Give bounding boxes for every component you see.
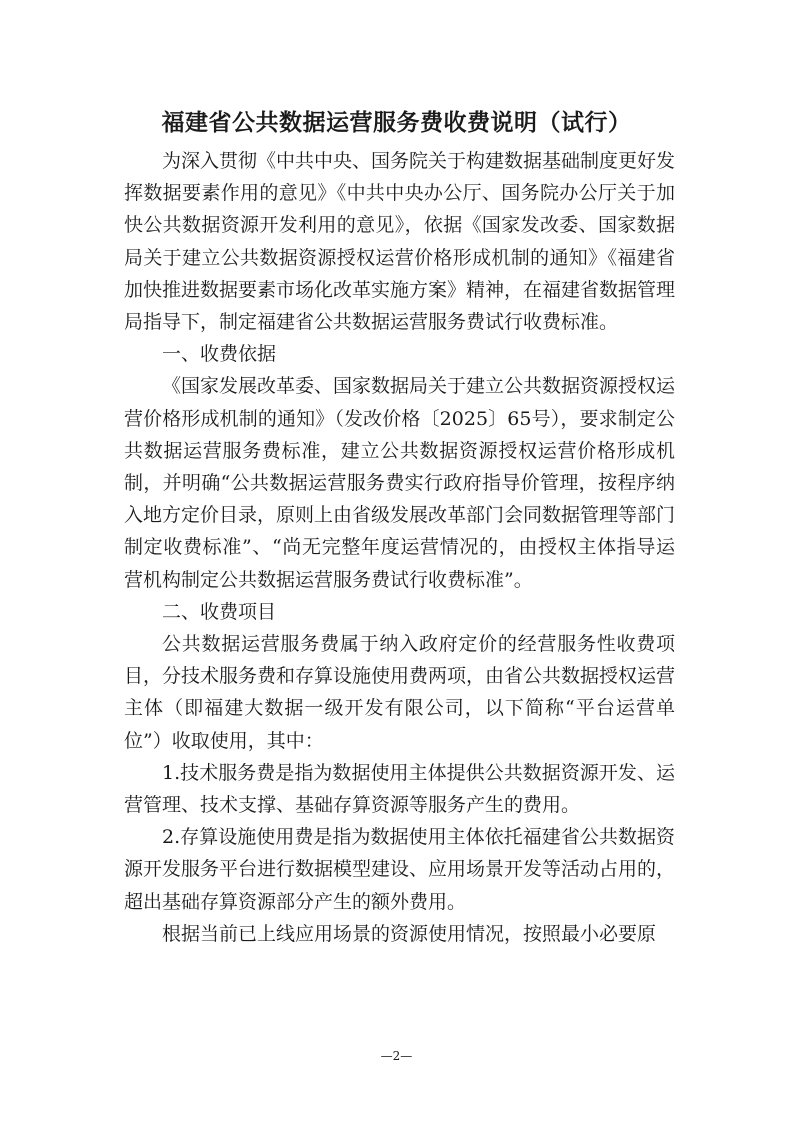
section-heading-basis: 一、收费依据 <box>162 343 277 366</box>
basis-paragraph: 《国家发展改革委、国家数据局关于建立公共数据资源授权运营价格形成机制的通知》（发改价格〔2025〕65号），要求制定公共数据运营服务费标准，建立公共数据资源授权运营价格形成机制，并明确“公共数据运营服务费实行政府指导价管理，按程序纳入地方定价目录，原则上由省级发展改革部门会同数据管理等部门制定收费标准”、“尚无完整年度运营情况的，由授权主体指导运营机构制定公共数据运营服务费试行收费标准”。 <box>124 375 676 591</box>
item-facility-usage-fee: 2.存算设施使用费是指为数据使用主体依托福建省公共数据资源开发服务平台进行数据模型建设、应用场景开发等活动占用的，超出基础存算资源部分产生的额外费用。 <box>124 826 676 913</box>
items-paragraph: 公共数据运营服务费属于纳入政府定价的经营服务性收费项目，分技术服务费和存算设施使用费两项，由省公共数据授权运营主体（即福建大数据一级开发有限公司，以下简称“平台运营单位”）收取使用，其中： <box>124 633 676 752</box>
section-heading-items: 二、收费项目 <box>162 600 277 623</box>
intro-paragraph: 为深入贯彻《中共中央、国务院关于构建数据基础制度更好发挥数据要素作用的意见》《中共中央办公厅、国务院办公厅关于加快公共数据资源开发利用的意见》，依据《国家发改委、国家数据局关于建立公共数据资源授权运营价格形成机制的通知》《福建省加快推进数据要素市场化改革实施方案》精神，在福建省数据管理局指导下，制定福建省公共数据运营服务费试行收费标准。 <box>124 150 676 334</box>
page-number: —2— <box>380 1049 413 1063</box>
closing-paragraph: 根据当前已上线应用场景的资源使用情况，按照最小必要原 <box>162 922 657 945</box>
item-technical-service-fee: 1.技术服务费是指为数据使用主体提供公共数据资源开发、运营管理、技术支撑、基础存算资源等服务产生的费用。 <box>124 761 675 817</box>
document-title: 福建省公共数据运营服务费收费说明（试行） <box>161 109 632 136</box>
document-body <box>124 145 675 950</box>
